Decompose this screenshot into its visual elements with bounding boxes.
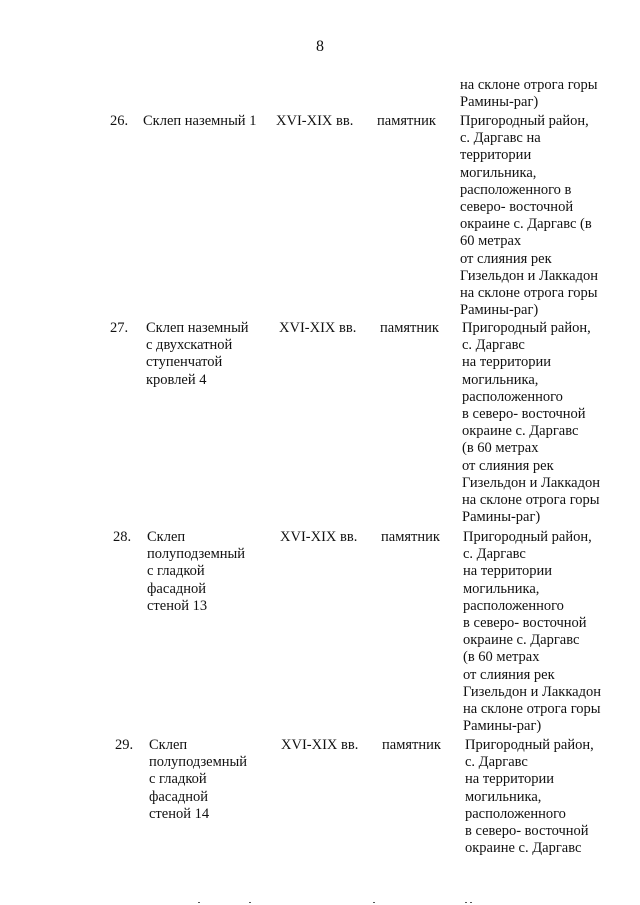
scan-mark <box>465 902 467 903</box>
scan-mark <box>198 902 200 903</box>
monument-name: Склеп наземный 1 <box>143 113 257 129</box>
continued-location-text: на склоне отрога горы Рамины-раг) <box>460 77 598 111</box>
location-text: Пригородный район, с. Даргавс на территории могильника, расположенного в северо- восточной окраине с. Даргавс <box>465 737 594 857</box>
category-text: памятник <box>381 529 440 545</box>
location-text: Пригородный район, с. Даргавс на территории могильника, расположенного в северо- восточной окраине с. Даргавс (в 60 метрах от слияния рек Гизельдон и Лаккадон на склоне отрога горы Рамины-раг) <box>460 113 598 319</box>
monument-name: Склеп полуподземный с гладкой фасадной стеной 14 <box>149 737 248 822</box>
scan-mark <box>373 902 375 903</box>
row-number: 26. <box>110 113 129 129</box>
monument-name: Склеп полуподземный с гладкой фасадной стеной 13 <box>147 529 246 614</box>
monument-name: Склеп наземный с двухскатной ступенчатой кровлей 4 <box>146 320 249 388</box>
row-number: 27. <box>110 320 129 336</box>
category-text: памятник <box>380 320 439 336</box>
period-text: XVI-XIX вв. <box>281 737 359 753</box>
location-text: Пригородный район, с. Даргавс на территории могильника, расположенного в северо- восточной окраине с. Даргавс (в 60 метрах от слияния рек Гизельдон и Лаккадон на склоне отрога горы Рамины-раг) <box>463 529 601 735</box>
row-number: 29. <box>115 737 134 753</box>
category-text: памятник <box>377 113 436 129</box>
category-text: памятник <box>382 737 441 753</box>
period-text: XVI-XIX вв. <box>276 113 354 129</box>
period-text: XVI-XIX вв. <box>279 320 357 336</box>
page-number: 8 <box>316 38 324 55</box>
scan-mark <box>470 902 472 903</box>
row-number: 28. <box>113 529 132 545</box>
scan-mark <box>249 902 251 903</box>
period-text: XVI-XIX вв. <box>280 529 358 545</box>
location-text: Пригородный район, с. Даргавс на территории могильника, расположенного в северо- восточной окраине с. Даргавс (в 60 метрах от слияния рек Гизельдон и Лаккадон на склоне отрога горы Рамины-раг) <box>462 320 600 526</box>
